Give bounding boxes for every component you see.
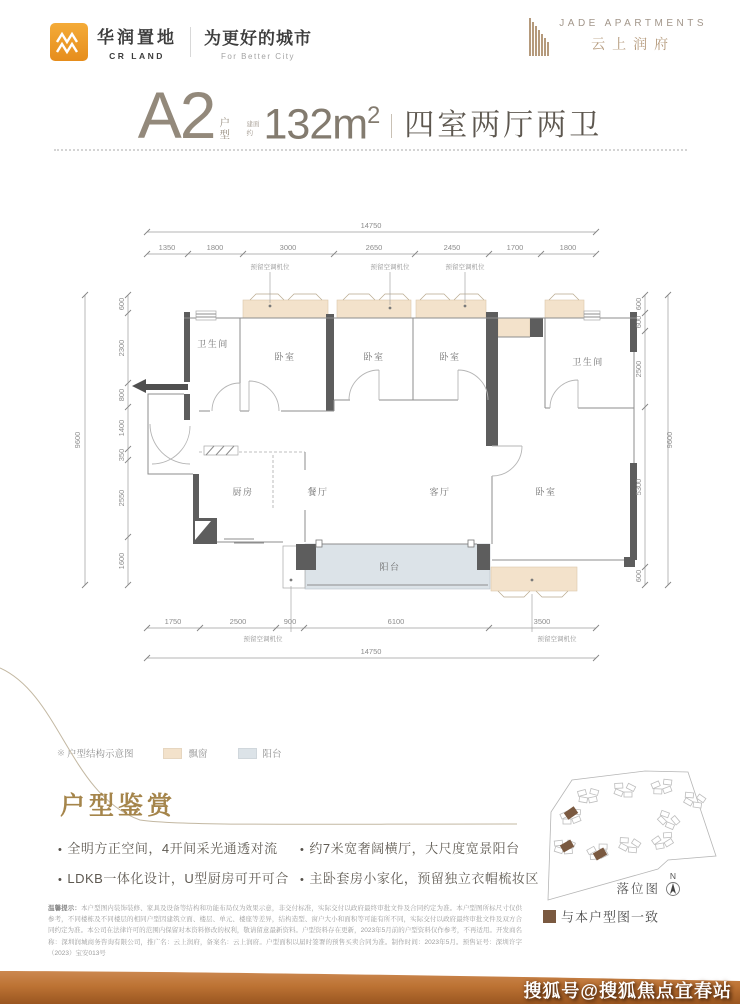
svg-text:2500: 2500 — [634, 360, 643, 378]
ac-label: 预留空调机位 — [250, 264, 290, 271]
disclaimer-text: 温馨提示：本户型图内装饰装修、家具及设备等结构和功能布局仅为效果示意，非交付标准，实际交付以政府最终审批文件及合同约定为准。本户型图所标尺寸仅供参考，不同楼栋及不同楼层的相同户型因建筑立面、楼层、单元、楼座等差异，结构造型、窗户大小和面积等可能有所不同，实际交付以政府最终审批文件及双方合同约定为准。本公司在法律许可的范围内保留对本资料修改的权利，敬请留意最新资料。户型资料存在更新，2023年5月前的户型资料仅作参考，不再适用。开发商名称：深圳润城商务咨询有限公司，推广名：云上润府，备案名：云上润府。户型面积以届时签署的预售买卖合同为准。制作时间：2023年5月。预售证号：深圳许字（2023）宝安013号 — [48, 905, 523, 957]
rooms-description: 四室两厅两卫 — [404, 108, 603, 142]
room-label-master: 卧室 — [535, 487, 557, 497]
crland-name-en: CR LAND — [109, 51, 165, 61]
area-value: $132m^2$ — [263, 100, 380, 149]
bullet-dot: • — [58, 874, 63, 886]
plan-legend — [57, 746, 282, 760]
crland-logo-group — [50, 23, 312, 61]
svg-text:9600: 9600 — [665, 431, 674, 449]
bay-window-swatch — [163, 748, 182, 759]
walls — [184, 312, 637, 570]
dotted-separator — [54, 149, 687, 151]
north-compass-icon — [667, 871, 680, 896]
room-label-bed2: 卧室 — [363, 352, 385, 362]
dimension-labels — [73, 221, 674, 656]
project-name-en: JADE APARTMENTS — [559, 18, 707, 29]
bullet-dot: • — [300, 844, 305, 856]
svg-text:14750: 14750 — [360, 647, 382, 656]
ac-label: 预留空调机位 — [445, 264, 485, 271]
feature-bullet: • 全明方正空间，4开间采光通透对流 — [58, 841, 278, 856]
site-plan — [535, 765, 740, 935]
section-title-appreciation: 户型鉴赏 — [60, 792, 177, 820]
svg-text:3500: 3500 — [533, 617, 551, 626]
svg-text:3000: 3000 — [279, 243, 297, 252]
match-note-swatch — [543, 910, 556, 923]
building-bars-icon — [529, 18, 551, 56]
room-label-bath-left: 卫生间 — [197, 339, 229, 349]
svg-text:1600: 1600 — [117, 552, 126, 570]
svg-text:1350: 1350 — [158, 243, 176, 252]
bay-window-label: 飘窗 — [188, 749, 208, 760]
svg-text:1800: 1800 — [206, 243, 224, 252]
dimension-lines — [82, 229, 671, 661]
svg-text:6100: 6100 — [387, 617, 405, 626]
svg-text:5300: 5300 — [634, 478, 643, 496]
project-name-cn: 云上润府 — [591, 36, 676, 52]
svg-text:600: 600 — [634, 297, 643, 311]
feature-bullet: • LDKB一体化设计，U型厨房可开可合 — [58, 871, 289, 886]
svg-text:600: 600 — [634, 315, 643, 329]
svg-text:900: 900 — [283, 617, 297, 626]
svg-text:2300: 2300 — [117, 339, 126, 357]
svg-text:N: N — [669, 871, 677, 881]
feature-bullet: • 约7米宽奢阔横厅，大尺度宽景阳台 — [300, 841, 520, 856]
entry-arrow — [132, 379, 188, 393]
svg-text:600: 600 — [117, 297, 126, 311]
svg-text:1800: 1800 — [559, 243, 577, 252]
area-prefix: 建面约 — [246, 121, 260, 137]
svg-text:2450: 2450 — [443, 243, 461, 252]
match-note-label: 与本户型图一致 — [561, 909, 660, 925]
svg-text:14750: 14750 — [360, 221, 382, 230]
balcony-label: 阳台 — [262, 749, 282, 760]
site-plan-label: 落位图 — [616, 882, 660, 896]
ac-label: 预留空调机位 — [370, 264, 410, 271]
legend-note-mark: ※ — [57, 747, 65, 759]
feature-bullet: • 主卧套房小家化，预留独立衣帽梳妆区 — [300, 871, 539, 886]
balcony-swatch — [238, 748, 257, 759]
svg-text:600: 600 — [634, 569, 643, 583]
crland-slogan-en: For Better City — [220, 51, 296, 61]
room-label-kitchen: 厨房 — [232, 487, 254, 497]
disclaimer-lead: 温馨提示： — [48, 905, 81, 912]
svg-text:2500: 2500 — [229, 617, 247, 626]
project-logo-group — [529, 18, 707, 56]
svg-text:1750: 1750 — [164, 617, 182, 626]
svg-text:2650: 2650 — [365, 243, 383, 252]
legend-note: 户型结构示意图 — [66, 749, 134, 760]
svg-text:350: 350 — [117, 448, 126, 462]
floor-plan — [60, 215, 695, 685]
crland-name-cn: 华润置地 — [97, 28, 177, 47]
crland-mountain-icon — [50, 23, 88, 61]
svg-text:9600: 9600 — [73, 431, 82, 449]
room-label-bath-right: 卫生间 — [572, 357, 604, 367]
ac-label: 预留空调机位 — [243, 636, 283, 643]
room-label-balcony: 阳台 — [379, 562, 401, 572]
room-label-bed1: 卧室 — [274, 352, 296, 362]
room-label-dining: 餐厅 — [307, 487, 329, 497]
crland-slogan-cn: 为更好的城市 — [204, 28, 312, 48]
title-divider — [391, 114, 392, 138]
svg-text:1400: 1400 — [117, 419, 126, 437]
door-arcs — [150, 370, 578, 476]
svg-text:800: 800 — [117, 388, 126, 402]
unit-code: A2 — [137, 77, 215, 152]
svg-text:1700: 1700 — [506, 243, 524, 252]
header-divider — [190, 27, 191, 57]
unit-code-suffix: 户型 — [219, 116, 230, 141]
ac-label: 预留空调机位 — [537, 636, 577, 643]
unit-title — [0, 77, 740, 152]
room-label-bed3: 卧室 — [439, 352, 461, 362]
bullet-dot: • — [300, 874, 305, 886]
watermark-text: 搜狐号@搜狐焦点宜春站 — [523, 981, 732, 1001]
bullet-dot: • — [58, 844, 63, 856]
room-label-living: 客厅 — [429, 487, 451, 497]
svg-text:2550: 2550 — [117, 489, 126, 507]
site-buildings — [553, 778, 707, 861]
